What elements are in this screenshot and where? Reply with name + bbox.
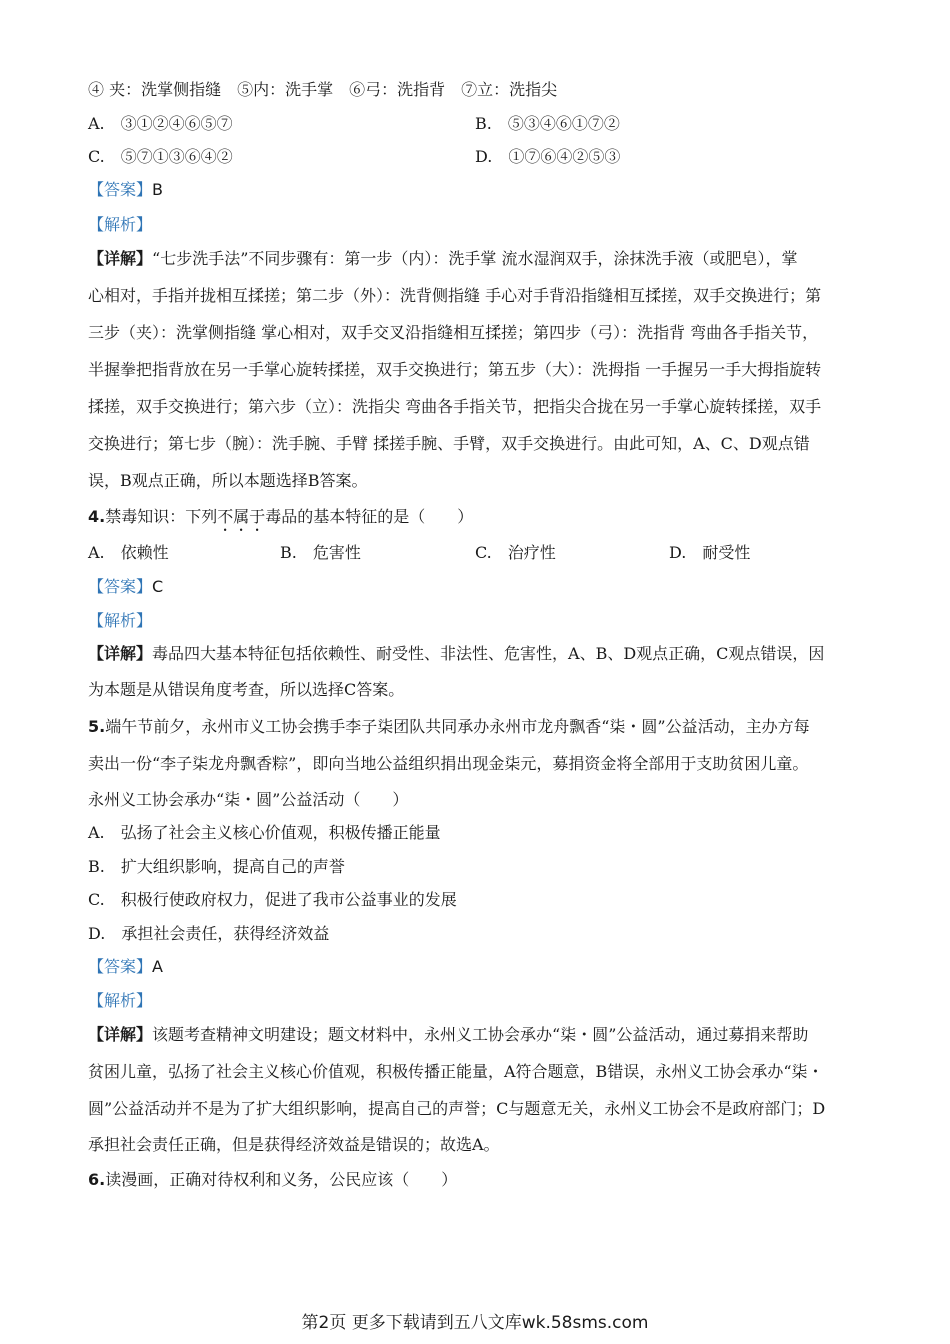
q5-choice-c: C. 积极行使政府权力，促进了我市公益事业的发展 xyxy=(88,890,457,909)
q6-stem xyxy=(88,1170,457,1190)
q5-detail-line: 贫困儿童，弘扬了社会主义核心价值观，积极传播正能量，A符合题意，B错误，永州义工协会承办“柒・ xyxy=(88,1062,824,1081)
emphasis-text: 不属于 xyxy=(217,507,266,526)
q3-choice-a: A. ③①②④⑥⑤⑦ xyxy=(88,114,233,133)
q4-choice-d: D. 耐受性 xyxy=(669,543,751,562)
q5-detail-line xyxy=(88,1025,808,1045)
detail-text: 毒品四大基本特征包括依赖性、耐受性、非法性、危害性，A、B、D观点正确，C观点错误，因 xyxy=(152,644,825,663)
q3-choice-c: C. ⑤⑦①③⑥④② xyxy=(88,147,233,166)
q4-analysis-tag: 【解析】 xyxy=(88,611,153,630)
q5-choice-d: D. 承担社会责任，获得经济效益 xyxy=(88,924,330,943)
q4-choice-c: C. 治疗性 xyxy=(475,543,556,562)
q5-choice-b: B. 扩大组织影响，提高自己的声誉 xyxy=(88,857,345,876)
page-footer: 第2页 更多下载请到五八文库wk.58sms.com xyxy=(301,1313,649,1333)
q4-answer xyxy=(88,577,163,597)
detail-tag: 【详解】 xyxy=(88,1025,153,1044)
answer-value: C xyxy=(152,577,164,596)
question-number: 6. xyxy=(88,1170,106,1189)
stem-text: 禁毒知识：下列 xyxy=(105,507,218,526)
detail-tag: 【详解】 xyxy=(88,644,153,663)
stem-text: 读漫画，正确对待权利和义务，公民应该（ ） xyxy=(105,1170,458,1189)
answer-value: A xyxy=(152,957,163,976)
detail-text: 该题考查精神文明建设；题文材料中，永州义工协会承办“柒・圆”公益活动，通过募捐来帮助 xyxy=(152,1025,809,1044)
q4-stem xyxy=(88,507,473,535)
q3-analysis-tag: 【解析】 xyxy=(88,215,153,234)
q3-options-line: ④ 夹：洗掌侧指缝 ⑤内：洗手掌 ⑥弓：洗指背 ⑦立：洗指尖 xyxy=(88,80,558,99)
answer-tag: 【答案】 xyxy=(88,957,153,976)
q5-choice-a: A. 弘扬了社会主义核心价值观，积极传播正能量 xyxy=(88,823,441,842)
stem-text: 端午节前夕，永州市义工协会携手李子柒团队共同承办永州市龙舟飘香“柒・圆”公益活动，主办方每 xyxy=(105,717,810,736)
answer-tag: 【答案】 xyxy=(88,577,153,596)
detail-text: “七步洗手法”不同步骤有：第一步（内）：洗手掌 流水湿润双手，涂抹洗手液（或肥皂），掌 xyxy=(152,249,798,268)
q5-detail-line: 承担社会责任正确，但是获得经济效益是错误的；故选A。 xyxy=(88,1135,500,1154)
q5-stem-line: 永州义工协会承办“柒・圆”公益活动（ ） xyxy=(88,790,409,809)
q3-detail-line: 误，B观点正确，所以本题选择B答案。 xyxy=(88,471,368,490)
q5-detail-line: 圆”公益活动并不是为了扩大组织影响，提高自己的声誉；C与题意无关，永州义工协会不是政府部门；D xyxy=(88,1099,826,1118)
q5-stem-line: 卖出一份“李子柒龙舟飘香粽”，即向当地公益组织捐出现金柒元，募捐资金将全部用于支助贫困儿童。 xyxy=(88,754,809,773)
q3-detail-line: 心相对，手指并拢相互揉搓；第二步（外）：洗背侧指缝 手心对手背沿指缝相互揉搓，双手交换进行；第 xyxy=(88,286,822,305)
q3-detail-line: 半握拳把指背放在另一手掌心旋转揉搓，双手交换进行；第五步（大）：洗拇指 一手握另一手大拇指旋转 xyxy=(88,360,822,379)
q5-analysis-tag: 【解析】 xyxy=(88,991,153,1010)
q4-detail-line xyxy=(88,644,824,664)
q3-choice-d: D. ①⑦⑥④②⑤③ xyxy=(475,147,621,166)
q5-stem xyxy=(88,717,810,737)
q3-detail-line: 揉搓，双手交换进行；第六步（立）：洗指尖 弯曲各手指关节，把指尖合拢在另一手掌心旋转揉搓，双手 xyxy=(88,397,822,416)
q3-answer xyxy=(88,180,163,200)
q5-answer xyxy=(88,957,163,977)
detail-tag: 【详解】 xyxy=(88,249,153,268)
q3-detail-line: 交换进行；第七步（腕）：洗手腕、手臂 揉搓手腕、手臂，双手交换进行。由此可知，A、C、D观点错 xyxy=(88,434,810,453)
q3-detail-line: 三步（夹）：洗掌侧指缝 掌心相对，双手交叉沿指缝相互揉搓；第四步（弓）：洗指背 弯曲各手指关节， xyxy=(88,323,819,342)
q4-choice-a: A. 依赖性 xyxy=(88,543,169,562)
question-number: 4. xyxy=(88,507,106,526)
q3-detail-line xyxy=(88,249,797,269)
q4-choice-b: B. 危害性 xyxy=(280,543,361,562)
stem-text: 毒品的基本特征的是（ ） xyxy=(265,507,474,526)
q4-detail-line: 为本题是从错误角度考查，所以选择C答案。 xyxy=(88,680,405,699)
answer-tag: 【答案】 xyxy=(88,180,153,199)
answer-value: B xyxy=(152,180,163,199)
question-number: 5. xyxy=(88,717,106,736)
q3-choice-b: B. ⑤③④⑥①⑦② xyxy=(475,114,620,133)
